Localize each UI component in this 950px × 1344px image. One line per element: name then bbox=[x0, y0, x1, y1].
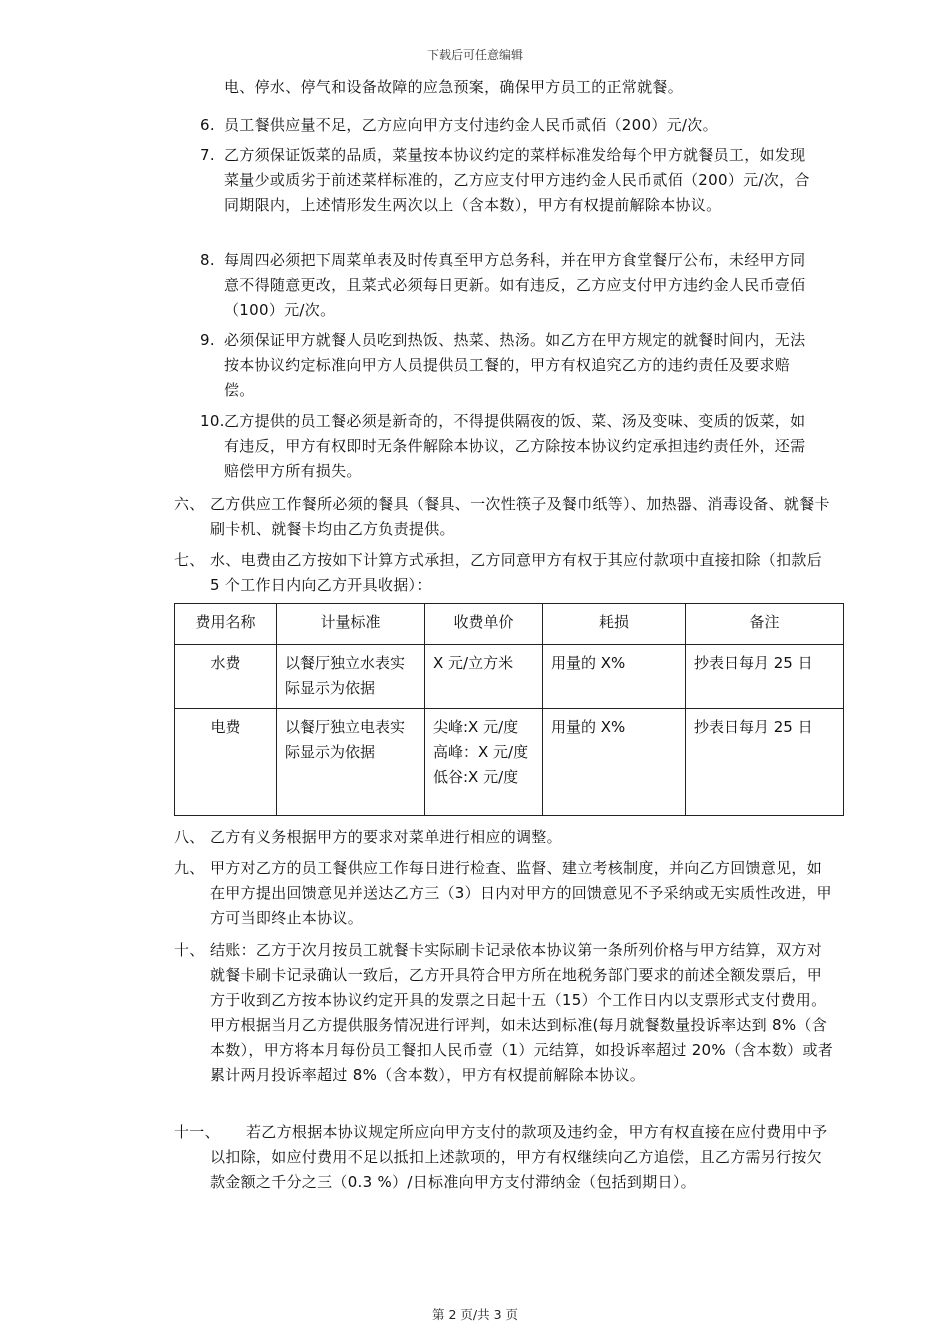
section-number: 十一、 bbox=[174, 1123, 220, 1141]
list-item-text: 员工餐供应量不足，乙方应向甲方支付违约金人民币贰佰（200）元/次。 bbox=[224, 116, 718, 134]
section-text: 结账：乙方于次月按员工就餐卡实际刷卡记录依本协议第一条所列价格与甲方结算，双方对就餐卡刷卡记录确认一致后，乙方开具符合甲方所在地税务部门要求的前述全额发票后，甲方于收到乙方按本协议约定开具的发票之日起十五（15）个工作日内以支票形式支付费用。甲方根据当月乙方提供服务情况进行评判，如未达到标准(每月就餐数量投诉率达到 8%（含本数），甲方将本月每份员工餐扣人民币壹（1）元结算，如投诉率超过 20%（含本数）或者累计两月投诉率超过 8%（含本数），甲方有权提前解除本协议。 bbox=[210, 941, 834, 1084]
list-item-number: 10. bbox=[200, 412, 225, 430]
section-11 bbox=[174, 1120, 834, 1195]
section-text: 若乙方根据本协议规定所应向甲方支付的款项及违约金，甲方有权直接在应付费用中予以扣除，如应付费用不足以抵扣上述款项的，甲方有权继续向乙方追偿，且乙方需另行按欠款金额之千分之三（0.3 %）/日标准向甲方支付滞纳金（包括到期日）。 bbox=[210, 1123, 828, 1191]
section-number: 十、 bbox=[174, 941, 205, 959]
section-9 bbox=[174, 856, 834, 931]
table-cell: 以餐厅独立电表实际显示为依据 bbox=[277, 709, 425, 816]
list-item bbox=[200, 143, 820, 218]
section-number: 七、 bbox=[174, 551, 205, 569]
list-item-text: 必须保证甲方就餐人员吃到热饭、热菜、热汤。如乙方在甲方规定的就餐时间内，无法按本协议约定标准向甲方人员提供员工餐的，甲方有权追究乙方的违约责任及要求赔偿。 bbox=[224, 331, 806, 399]
list-item-text: 每周四必须把下周菜单表及时传真至甲方总务科，并在甲方食堂餐厅公布，未经甲方同意不得随意更改，且菜式必须每日更新。如有违反，乙方应支付甲方违约金人民币壹佰（100）元/次。 bbox=[224, 251, 806, 319]
section-text: 水、电费由乙方按如下计算方式承担，乙方同意甲方有权于其应付款项中直接扣除（扣款后 5 个工作日内向乙方开具收据）： bbox=[210, 551, 823, 594]
section-number: 九、 bbox=[174, 859, 205, 877]
table-cell: 抄表日每月 25 日 bbox=[686, 709, 844, 816]
list-item-text: 乙方提供的员工餐必须是新奇的，不得提供隔夜的饭、菜、汤及变味、变质的饭菜，如有违反，甲方有权即时无条件解除本协议，乙方除按本协议约定承担违约责任外，还需赔偿甲方所有损失。 bbox=[224, 412, 806, 480]
list-item-number: 9. bbox=[200, 331, 215, 349]
page-header: 下载后可任意编辑 bbox=[426, 48, 523, 62]
page-footer: 第 2 页/共 3 页 bbox=[431, 1307, 518, 1322]
table-cell: 用量的 X% bbox=[543, 709, 686, 816]
table-cell: 水费 bbox=[175, 645, 277, 709]
section-8 bbox=[174, 825, 834, 850]
table-cell: X 元/立方米 bbox=[425, 645, 543, 709]
section-number: 八、 bbox=[174, 828, 205, 846]
table-cell: 抄表日每月 25 日 bbox=[686, 645, 844, 709]
list-item bbox=[200, 328, 820, 403]
list-item-text: 电、停水、停气和设备故障的应急预案，确保甲方员工的正常就餐。 bbox=[224, 78, 684, 96]
list-item-text: 乙方须保证饭菜的品质，菜量按本协议约定的菜样标准发给每个甲方就餐员工，如发现菜量少或质劣于前述菜样标准的，乙方应支付甲方违约金人民币贰佰（200）元/次，合同期限内，上述情形发生两次以上（含本数），甲方有权提前解除本协议。 bbox=[224, 146, 810, 214]
table-cell: 以餐厅独立水表实际显示为依据 bbox=[277, 645, 425, 709]
table-cell: 用量的 X% bbox=[543, 645, 686, 709]
list-item-number: 6. bbox=[200, 116, 215, 134]
list-item bbox=[200, 113, 820, 138]
list-item bbox=[200, 409, 820, 484]
table-header-row bbox=[175, 604, 844, 645]
section-6 bbox=[174, 492, 834, 542]
section-text: 乙方供应工作餐所必须的餐具（餐具、一次性筷子及餐巾纸等）、加热器、消毒设备、就餐卡刷卡机、就餐卡均由乙方负责提供。 bbox=[210, 495, 830, 538]
column-header: 耗损 bbox=[543, 604, 686, 645]
column-header: 计量标准 bbox=[277, 604, 425, 645]
section-number: 六、 bbox=[174, 495, 205, 513]
column-header: 备注 bbox=[686, 604, 844, 645]
column-header: 费用名称 bbox=[175, 604, 277, 645]
column-header: 收费单价 bbox=[425, 604, 543, 645]
section-7 bbox=[174, 548, 834, 598]
list-item-number: 8. bbox=[200, 251, 215, 269]
table-cell: 尖峰:X 元/度 高峰：X 元/度 低谷:X 元/度 bbox=[425, 709, 543, 816]
table-row bbox=[175, 645, 844, 709]
list-item bbox=[224, 75, 824, 100]
section-text: 乙方有义务根据甲方的要求对菜单进行相应的调整。 bbox=[210, 828, 562, 846]
table-row bbox=[175, 709, 844, 816]
section-text: 甲方对乙方的员工餐供应工作每日进行检查、监督、建立考核制度，并向乙方回馈意见，如在甲方提出回馈意见并送达乙方三（3）日内对甲方的回馈意见不予采纳或无实质性改进，甲方可当即终止本协议。 bbox=[210, 859, 832, 927]
table-cell: 电费 bbox=[175, 709, 277, 816]
list-item-number: 7. bbox=[200, 146, 215, 164]
fee-table bbox=[174, 603, 844, 816]
section-10 bbox=[174, 938, 834, 1088]
list-item bbox=[200, 248, 820, 323]
